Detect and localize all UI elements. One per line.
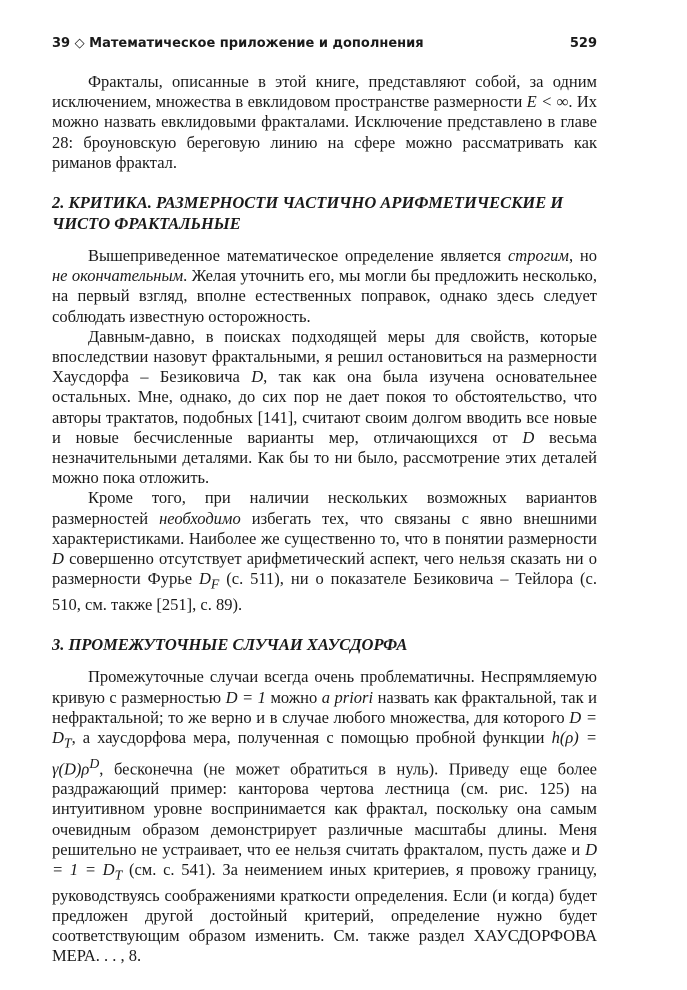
text-run: назвать как фрактальной, так и нефрактальной; то же верно и в случае любого множества, для которого [52,687,597,727]
section-3-paragraph-1 [52,667,597,966]
text-run: можно [265,687,322,707]
text-run: , так как она была изучена основательнее остальных. Мне, однако, до сих пор не дает покоя то обстоятельство, что авторы трактатов, подобных [141], считают своим долгом вводить все новые и новые бесчисленные варианты мер, отличающихся от [52,367,598,447]
emphasis: не окончательным [52,266,184,286]
text-run: . Их можно назвать евклидовыми фракталами. Исключение представлено в главе 28: броуновскую береговую линию на сфере можно рассматривать как риманов фрактал. [52,92,597,172]
emphasis: необходимо [159,508,241,528]
math-inline: D = 1 = D [52,839,597,880]
text-run: Кроме того, при наличии нескольких возможных вариантов размерностей [52,488,597,528]
page-body [52,72,597,966]
text-run: Промежуточные случаи всегда очень проблематичны. Неспрямляемую кривую с размерностью [52,667,597,707]
text-run: совершенно отсутствует арифметический аспект, чего нельзя сказать ни о размерности Фурье [52,549,597,589]
math-inline: h(ρ) = γ(D)ρ [52,728,598,779]
running-header-chapter [52,36,424,51]
text-run: Давным-давно, в поисках подходящей меры для свойств, которые впоследствии назовут фрактальными, я решил остановиться на размерности Хаусдорфа – Безиковича [52,326,597,387]
math-inline: D = 1 [225,687,266,707]
diamond-separator-icon: ◇ [74,36,85,51]
text-run: Вышеприведенное математическое определение является [88,246,508,266]
section-2-heading: 2. КРИТИКА. РАЗМЕРНОСТИ ЧАСТИЧНО АРИФМЕТИЧЕСКИЕ И ЧИСТО ФРАКТАЛЬНЫЕ [52,193,564,233]
text-run: (см. с. 541). За неимением иных критериев, я провожу границу, руководствуясь соображениями краткости определения. Если (и когда) будет предложен другой достойный критерий, определение нужно будет соответствующим образом изменить. См. также раздел ХАУСДОРФОВА МЕРА. . . , 8. [52,860,597,966]
section-2-paragraph-2 [52,327,597,489]
intro-paragraph [52,72,597,173]
math-inline: D [199,569,211,589]
math-subscript: T [63,735,72,751]
section-3-heading: 3. ПРОМЕЖУТОЧНЫЕ СЛУЧАИ ХАУСДОРФА [52,634,408,654]
text-run: весьма незначительными деталями. Как бы то ни было, рассмотрение этих деталей можно пока отложить. [52,427,597,488]
math-subscript: F [210,576,220,592]
running-header [52,36,597,56]
section-2-paragraph-1 [52,246,597,327]
text-run: . Желая уточнить его, мы могли бы предложить несколько, на первый взгляд, вполне естественных поправок, однако здесь следует соблюдать известную осторожность. [52,266,597,326]
section-2-paragraph-3 [52,488,597,615]
math-inline: D [52,549,64,569]
text-run: , бесконечна (не может обратиться в нуль). Приведу еще более раздражающий пример: канторова чертова лестница (см. рис. 125) на интуитивном уровне воспринимается как фрактал, поскольку она самым очевидным образом демонстрирует различные масштабы длины. Меня решительно не устраивает, что ее нельзя считать фракталом, пусть даже и [52,759,597,859]
emphasis: a priori [321,687,374,707]
chapter-title: Математическое приложение и дополнения [89,36,424,51]
text-run: избегать тех, что связаны с явно внешними характеристиками. Наиболее же существенно то, что в понятии размерности [52,508,598,548]
text-run: Фракталы, описанные в этой книге, представляют собой, за одним исключением, множества в евклидовом пространстве размерности [52,72,597,112]
math-superscript: D [89,755,100,771]
text-run: , а хаусдорфова мера, полученная с помощью пробной функции [71,728,552,748]
math-inline: D [251,367,264,387]
chapter-number: 39 [52,36,71,51]
math-inline: D = D [52,707,597,748]
emphasis: строгим [507,246,569,266]
text-run: , но [568,246,597,266]
math-inline: D [522,427,535,447]
math-subscript: T [114,867,123,883]
page-number: 529 [569,36,597,51]
math-inline: E < ∞ [526,92,569,112]
text-run: (с. 511), ни о показателе Безиковича – Тейлора (с. 510, см. также [251], с. 89). [52,569,597,614]
